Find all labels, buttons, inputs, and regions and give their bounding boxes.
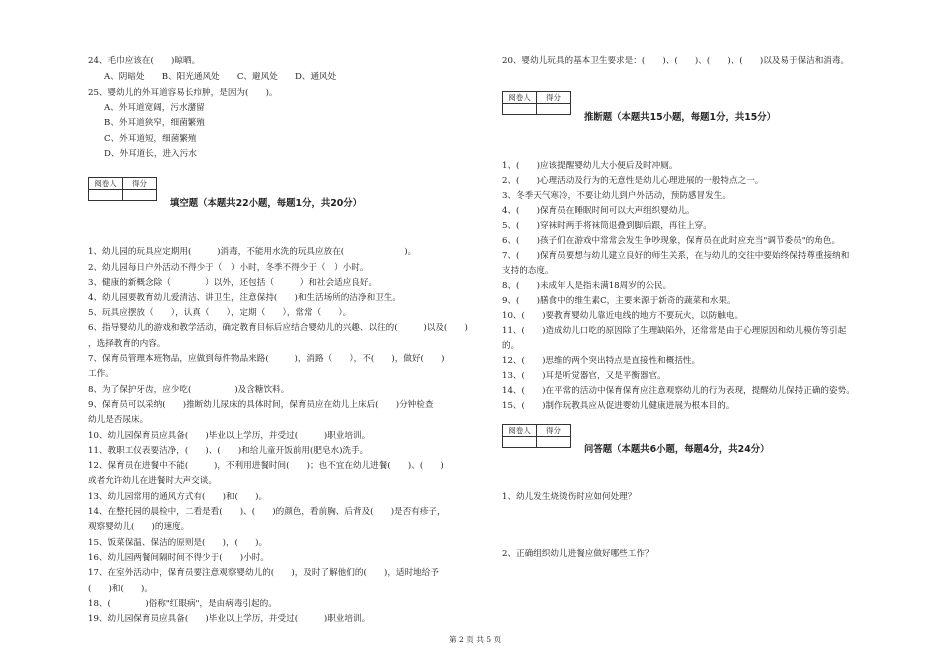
score-box-judge	[502, 91, 571, 115]
fill-item: 4、幼儿园要教育幼儿爱清洁、讲卫生，注意保持( )和生活场所的洁净和卫生。	[88, 293, 401, 303]
mc-option-c: C、外耳道短，细菌繁殖	[104, 134, 197, 144]
fill-item: 7、保育员管理本班物品，应做到每件物品来路( )，消路（ ），不( )，做好( )	[88, 354, 445, 364]
judge-item: 13、( )耳是听觉器官，又是平衡器官。	[502, 371, 666, 381]
score-cell	[537, 437, 571, 448]
fill-item-cont: ，选择教育的内容。	[88, 339, 166, 349]
fill-item: 1、幼儿园的玩具应定期用( )消毒，不能用水洗的玩具应放在( )。	[88, 247, 417, 257]
judge-item: 7、( )保育员要想与幼儿建立良好的师生关系，在与幼儿的交往中要始终保持尊重接纳和	[502, 251, 850, 261]
fill-item: 17、在室外活动中，保育员要注意观察婴幼儿的( )，及时了解他们的( )，适时地给予	[88, 568, 439, 578]
section-title-qa: 问答题（本题共6小题，每题4分，共24分）	[584, 444, 770, 455]
mc-option-a: A、外耳道宽阔，污水潴留	[104, 103, 205, 113]
mc-question-25: 25、婴幼儿的外耳道容易长疖肿，是因为( )。	[88, 88, 278, 98]
fill-item: 16、幼儿园两餐间隔时间不得少于( )小时。	[88, 553, 269, 563]
judge-item: 10、( )要教育婴幼儿靠近电线的地方不要玩火，以防触电。	[502, 311, 744, 321]
fill-item: 5、玩具应摆放（ ），认真（ ），定期（ ），常常（ ）。	[88, 308, 352, 318]
judge-item: 4、( )保育员在睡眠时间可以大声组织婴幼儿。	[502, 206, 695, 216]
judge-item-cont: 支持的态度。	[502, 266, 554, 276]
fill-item-cont: 或者允许幼儿在进餐时大声交谈。	[88, 476, 217, 486]
fill-item: 18、( )俗称"红眼病"，是由病毒引起的。	[88, 599, 277, 609]
judge-item: 1、( )应该提醒婴幼儿大小便后及时冲厕。	[502, 161, 678, 171]
judge-item: 2、( )心理活动及行为的无意性是幼儿心理进展的一般特点之一。	[502, 176, 764, 186]
fill-item-20: 20、婴幼儿玩具的基本卫生要求是：( )、( )、( )、( )以及易于保洁和消毒。	[502, 56, 850, 66]
judge-item: 15、( )制作玩教具应从促进婴幼儿健康进展为根本目的。	[502, 401, 735, 411]
section-title-fill: 填空题（本题共22小题，每题1分，共20分）	[170, 198, 362, 209]
judge-item: 8、( )未成年人是指未满18周岁的公民。	[502, 281, 672, 291]
fill-item: 9、保育员可以采纳( )推断幼儿尿床的具体时间，保育员应在幼儿上床后( )分钟检查	[88, 400, 434, 410]
judge-item: 5、( )穿袜时两手将袜筒退叠到脚后跟，再往上穿。	[502, 221, 712, 231]
qa-item: 1、幼儿发生烧烫伤时应如何处理？	[502, 492, 637, 502]
reviewer-cell	[503, 104, 537, 115]
fill-item: 8、为了保护牙齿，应少吃( )及含糖饮料。	[88, 385, 290, 395]
fill-item-cont: 观察婴幼儿( )的速度。	[88, 522, 190, 532]
fill-item: 3、健康的新概念除（ ）以外，还包括（ ）和社会适应良好。	[88, 278, 378, 288]
reviewer-label: 阅卷人	[503, 92, 537, 104]
score-box-qa	[502, 424, 571, 448]
qa-item: 2、正确组织幼儿进餐应做好哪些工作？	[502, 549, 654, 559]
judge-item-cont: 的。	[502, 341, 520, 351]
fill-item: 19、幼儿园保育员应具备( )毕业以上学历，并受过( )职业培训。	[88, 614, 371, 624]
judge-item: 11、( )造成幼儿口吃的原因除了生理缺陷外，还常常是由于心理原因和幼儿模仿等引起	[502, 326, 847, 336]
reviewer-label: 阅卷人	[503, 425, 537, 437]
judge-item: 3、冬季天气寒冷，不要让幼儿到户外活动，预防感冒发生。	[502, 191, 731, 201]
score-box-fill	[88, 177, 157, 201]
fill-item-cont: ( )和( )。	[88, 584, 153, 594]
reviewer-cell	[503, 437, 537, 448]
mc-option-b: B、外耳道狭窄，细菌繁殖	[104, 118, 205, 128]
fill-item: 14、在整托园的晨检中，二看是看( )、( )的颜色，看前胸、后背及( )是否有疹子，	[88, 507, 446, 517]
section-title-judge: 推断题（本题共15小题，每题1分，共15分）	[584, 112, 776, 123]
judge-item: 6、( )孩子们在游戏中常常会发生争吵现象，保育员在此时应充当"调节委员"的角色。	[502, 236, 841, 246]
score-cell	[537, 104, 571, 115]
judge-item: 12、( )思维的两个突出特点是直接性和概括性。	[502, 356, 701, 366]
score-label: 得分	[123, 178, 157, 190]
mc-option-d: D、外耳道长，进入污水	[104, 149, 197, 159]
fill-item: 13、幼儿园常用的通风方式有( )和( )。	[88, 492, 268, 502]
fill-item: 12、保育员在进餐中不能( )，不利用进餐时间( )；也不宜在幼儿进餐( )、( )	[88, 461, 444, 471]
fill-item-cont: 工作。	[88, 369, 114, 379]
fill-item: 2、幼儿园每日户外活动不得少于（ ）小时，冬季不得少于（ ）小时。	[88, 263, 369, 273]
score-label: 得分	[537, 425, 571, 437]
mc-question-24: 24、毛巾应该在( )晾晒。	[88, 56, 201, 66]
judge-item: 14、( )在平常的活动中保育保育应注意观察幼儿的行为表现，提醒幼儿保持正确的姿势。	[502, 386, 855, 396]
fill-item: 10、幼儿园保育员应具备( )毕业以上学历，并受过( )职业培训。	[88, 431, 371, 441]
judge-item: 9、( )膳食中的维生素C，主要来源于新奇的蔬菜和水果。	[502, 296, 736, 306]
reviewer-cell	[89, 190, 123, 201]
score-label: 得分	[537, 92, 571, 104]
fill-item: 11、教职工仪表要洁净，( )、( )和给儿童开饭前用(肥皂水)洗手。	[88, 446, 369, 456]
fill-item-cont: 幼儿是否尿床。	[88, 415, 149, 425]
score-cell	[123, 190, 157, 201]
reviewer-label: 阅卷人	[89, 178, 123, 190]
page-footer: 第 2 页 共 5 页	[448, 635, 502, 644]
fill-item: 15、饭菜保温、保洁的原则是( )，( )。	[88, 538, 268, 548]
fill-item: 6、指导婴幼儿的游戏和教学活动，确定教育目标后应结合婴幼儿的兴趣、以往的( )以及( )	[88, 323, 468, 333]
mc-options-24: A、阴暗处 B、阳光通风处 C、避风处 D、通风处	[104, 72, 337, 82]
